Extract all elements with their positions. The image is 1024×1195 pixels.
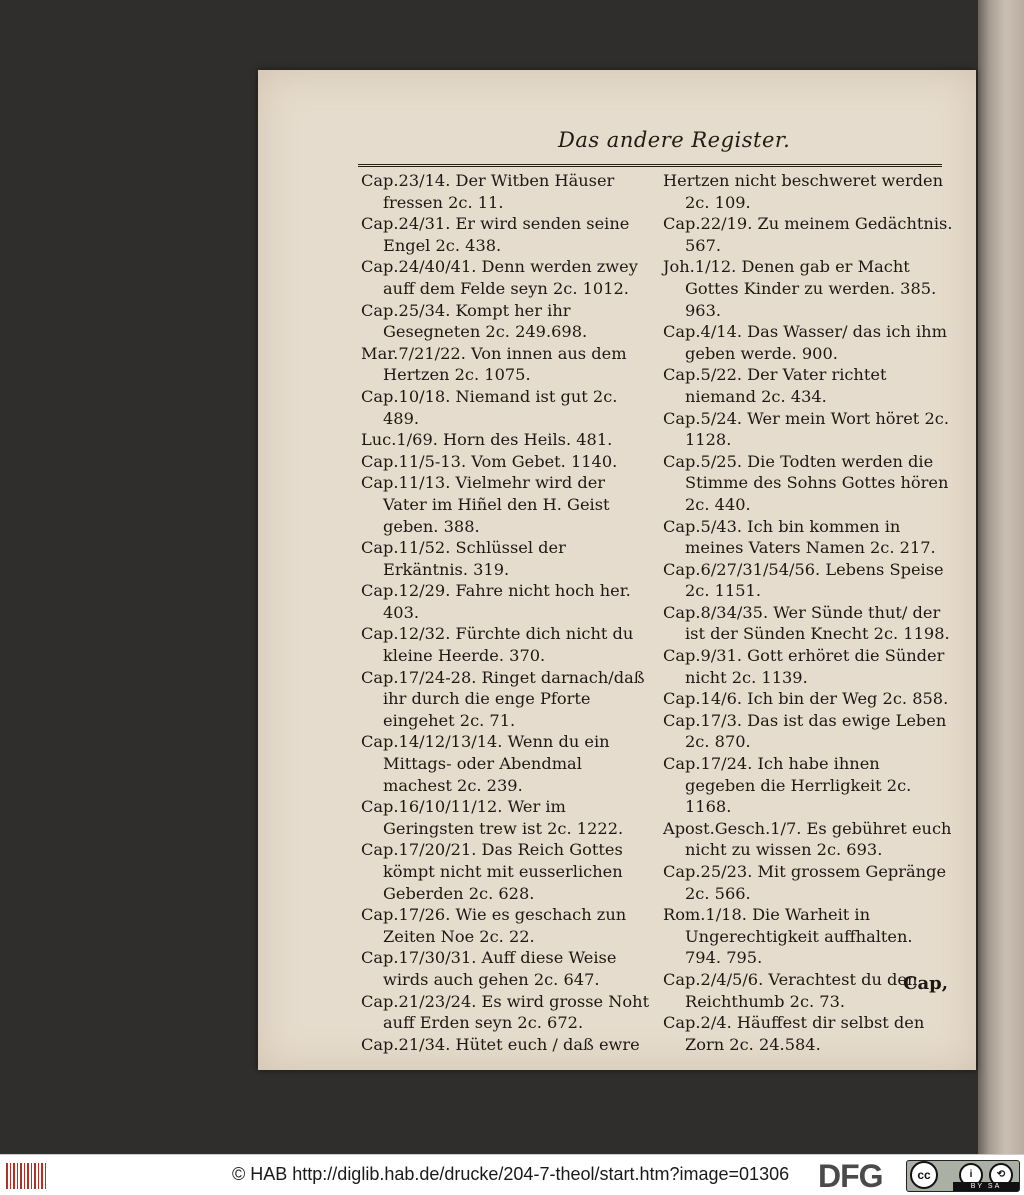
- register-entry: Cap.24/40/41. Denn werden zwey auff dem Felde seyn 2c. 1012.: [361, 257, 638, 298]
- header-rule: [358, 164, 942, 167]
- register-entry: Cap.5/24. Wer mein Wort höret 2c. 1128.: [663, 408, 949, 450]
- running-head: Das andere Register.: [558, 128, 791, 152]
- register-entry: Cap.5/25. Die Todten werden die Stimme des Sohns Gottes hören 2c. 440.: [663, 451, 949, 514]
- register-entry: Cap.12/32. Fürchte dich nicht du kleine Heerde. 370.: [361, 624, 634, 666]
- register-entry: Cap.12/29. Fahre nicht hoch her. 403.: [361, 581, 631, 622]
- register-entry: Cap.14/12/13/14. Wenn du ein Mittags- oder Abendmal machest 2c. 239.: [361, 732, 610, 795]
- cc-labels: BY SA: [953, 1182, 1019, 1191]
- register-column-right: [663, 170, 953, 1055]
- catchword: Cap,: [903, 973, 948, 994]
- register-entry: Apost.Gesch.1/7. Es gebühret euch nicht zu wissen 2c. 693.: [663, 818, 952, 860]
- register-entry: Cap.11/5-13. Vom Gebet. 1140.: [361, 451, 618, 471]
- register-entry: Cap.16/10/11/12. Wer im Geringsten trew ist 2c. 1222.: [361, 797, 624, 838]
- next-page-edge: [978, 0, 1024, 1154]
- register-entry: Cap.17/24-28. Ringet darnach/daß ihr durch die enge Pforte eingehet 2c. 71.: [361, 667, 645, 730]
- register-entry: Cap.8/34/35. Wer Sünde thut/ der ist der Sünden Knecht 2c. 1198.: [663, 602, 950, 644]
- register-entry: Cap.10/18. Niemand ist gut 2c. 489.: [361, 386, 618, 428]
- hab-barcode-logo: [6, 1163, 46, 1189]
- register-entry: Cap.2/4. Häuffest dir selbst den Zorn 2c. 24.584.: [663, 1013, 925, 1054]
- register-entry: Cap.17/30/31. Auff diese Weise wirds auch gehen 2c. 647.: [361, 948, 617, 989]
- cc-license-badge[interactable]: [906, 1160, 1020, 1192]
- register-entry: Cap.5/22. Der Vater richtet niemand 2c. 434.: [663, 365, 887, 406]
- dfg-logo[interactable]: DFG: [818, 1158, 883, 1194]
- register-column-left: [361, 170, 651, 1055]
- register-entry: Cap.21/34. Hütet euch / daß ewre: [361, 1034, 640, 1054]
- register-entry: Cap.4/14. Das Wasser/ das ich ihm geben werde. 900.: [663, 322, 947, 363]
- register-entry: Cap.11/13. Vielmehr wird der Vater im Hiñel den H. Geist geben. 388.: [361, 473, 610, 536]
- register-entry: Joh.1/12. Denen gab er Macht Gottes Kinder zu werden. 385. 963.: [663, 257, 937, 320]
- register-entry: Rom.1/18. Die Warheit in Ungerechtigkeit auffhalten. 794. 795.: [663, 905, 913, 968]
- book-page: [258, 70, 976, 1070]
- register-entry: Cap.5/43. Ich bin kommen in meines Vaters Namen 2c. 217.: [663, 516, 936, 558]
- register-entry: Cap.24/31. Er wird senden seine Engel 2c. 438.: [361, 214, 630, 255]
- register-entry: Hertzen nicht beschweret werden 2c. 109.: [663, 171, 944, 212]
- register-entry: Cap.9/31. Gott erhöret die Sünder nicht 2c. 1139.: [663, 646, 945, 687]
- register-entry: Cap.17/26. Wie es geschach zun Zeiten Noe 2c. 22.: [361, 905, 627, 946]
- register-entry: Mar.7/21/22. Von innen aus dem Hertzen 2c. 1075.: [361, 343, 627, 385]
- register-entry: Cap.23/14. Der Witben Häuser fressen 2c. 11.: [361, 171, 615, 212]
- register-entry: Cap.17/3. Das ist das ewige Leben 2c. 870.: [663, 710, 947, 752]
- cc-icon: cc: [910, 1161, 938, 1189]
- register-entry: Cap.14/6. Ich bin der Weg 2c. 858.: [663, 689, 949, 709]
- register-entry: Cap.11/52. Schlüssel der Erkäntnis. 319.: [361, 538, 566, 579]
- register-entry: Luc.1/69. Horn des Heils. 481.: [361, 430, 613, 450]
- register-entry: Cap.25/34. Kompt her ihr Gesegneten 2c. 249.698.: [361, 300, 588, 342]
- footer-bar: [0, 1154, 1024, 1195]
- register-entry: Cap.6/27/31/54/56. Lebens Speise 2c. 1151.: [663, 559, 944, 601]
- sa-icon: ⟲: [989, 1163, 1013, 1187]
- by-icon: i: [959, 1163, 983, 1187]
- copyright-link[interactable]: © HAB http://diglib.hab.de/drucke/204-7-theol/start.htm?image=01306: [232, 1164, 790, 1184]
- register-entry: Cap.21/23/24. Es wird grosse Noht auff Erden seyn 2c. 672.: [361, 991, 650, 1033]
- register-entry: Cap.25/23. Mit grossem Gepränge 2c. 566.: [663, 862, 947, 903]
- register-entry: Cap.22/19. Zu meinem Gedächtnis. 567.: [663, 214, 953, 255]
- register-entry: Cap.17/24. Ich habe ihnen gegeben die Herrligkeit 2c. 1168.: [663, 754, 912, 817]
- register-entry: Cap.2/4/5/6. Verachtest du den Reichthumb 2c. 73.: [663, 969, 918, 1011]
- register-entry: Cap.17/20/21. Das Reich Gottes kömpt nicht mit eusserlichen Geberden 2c. 628.: [361, 840, 623, 903]
